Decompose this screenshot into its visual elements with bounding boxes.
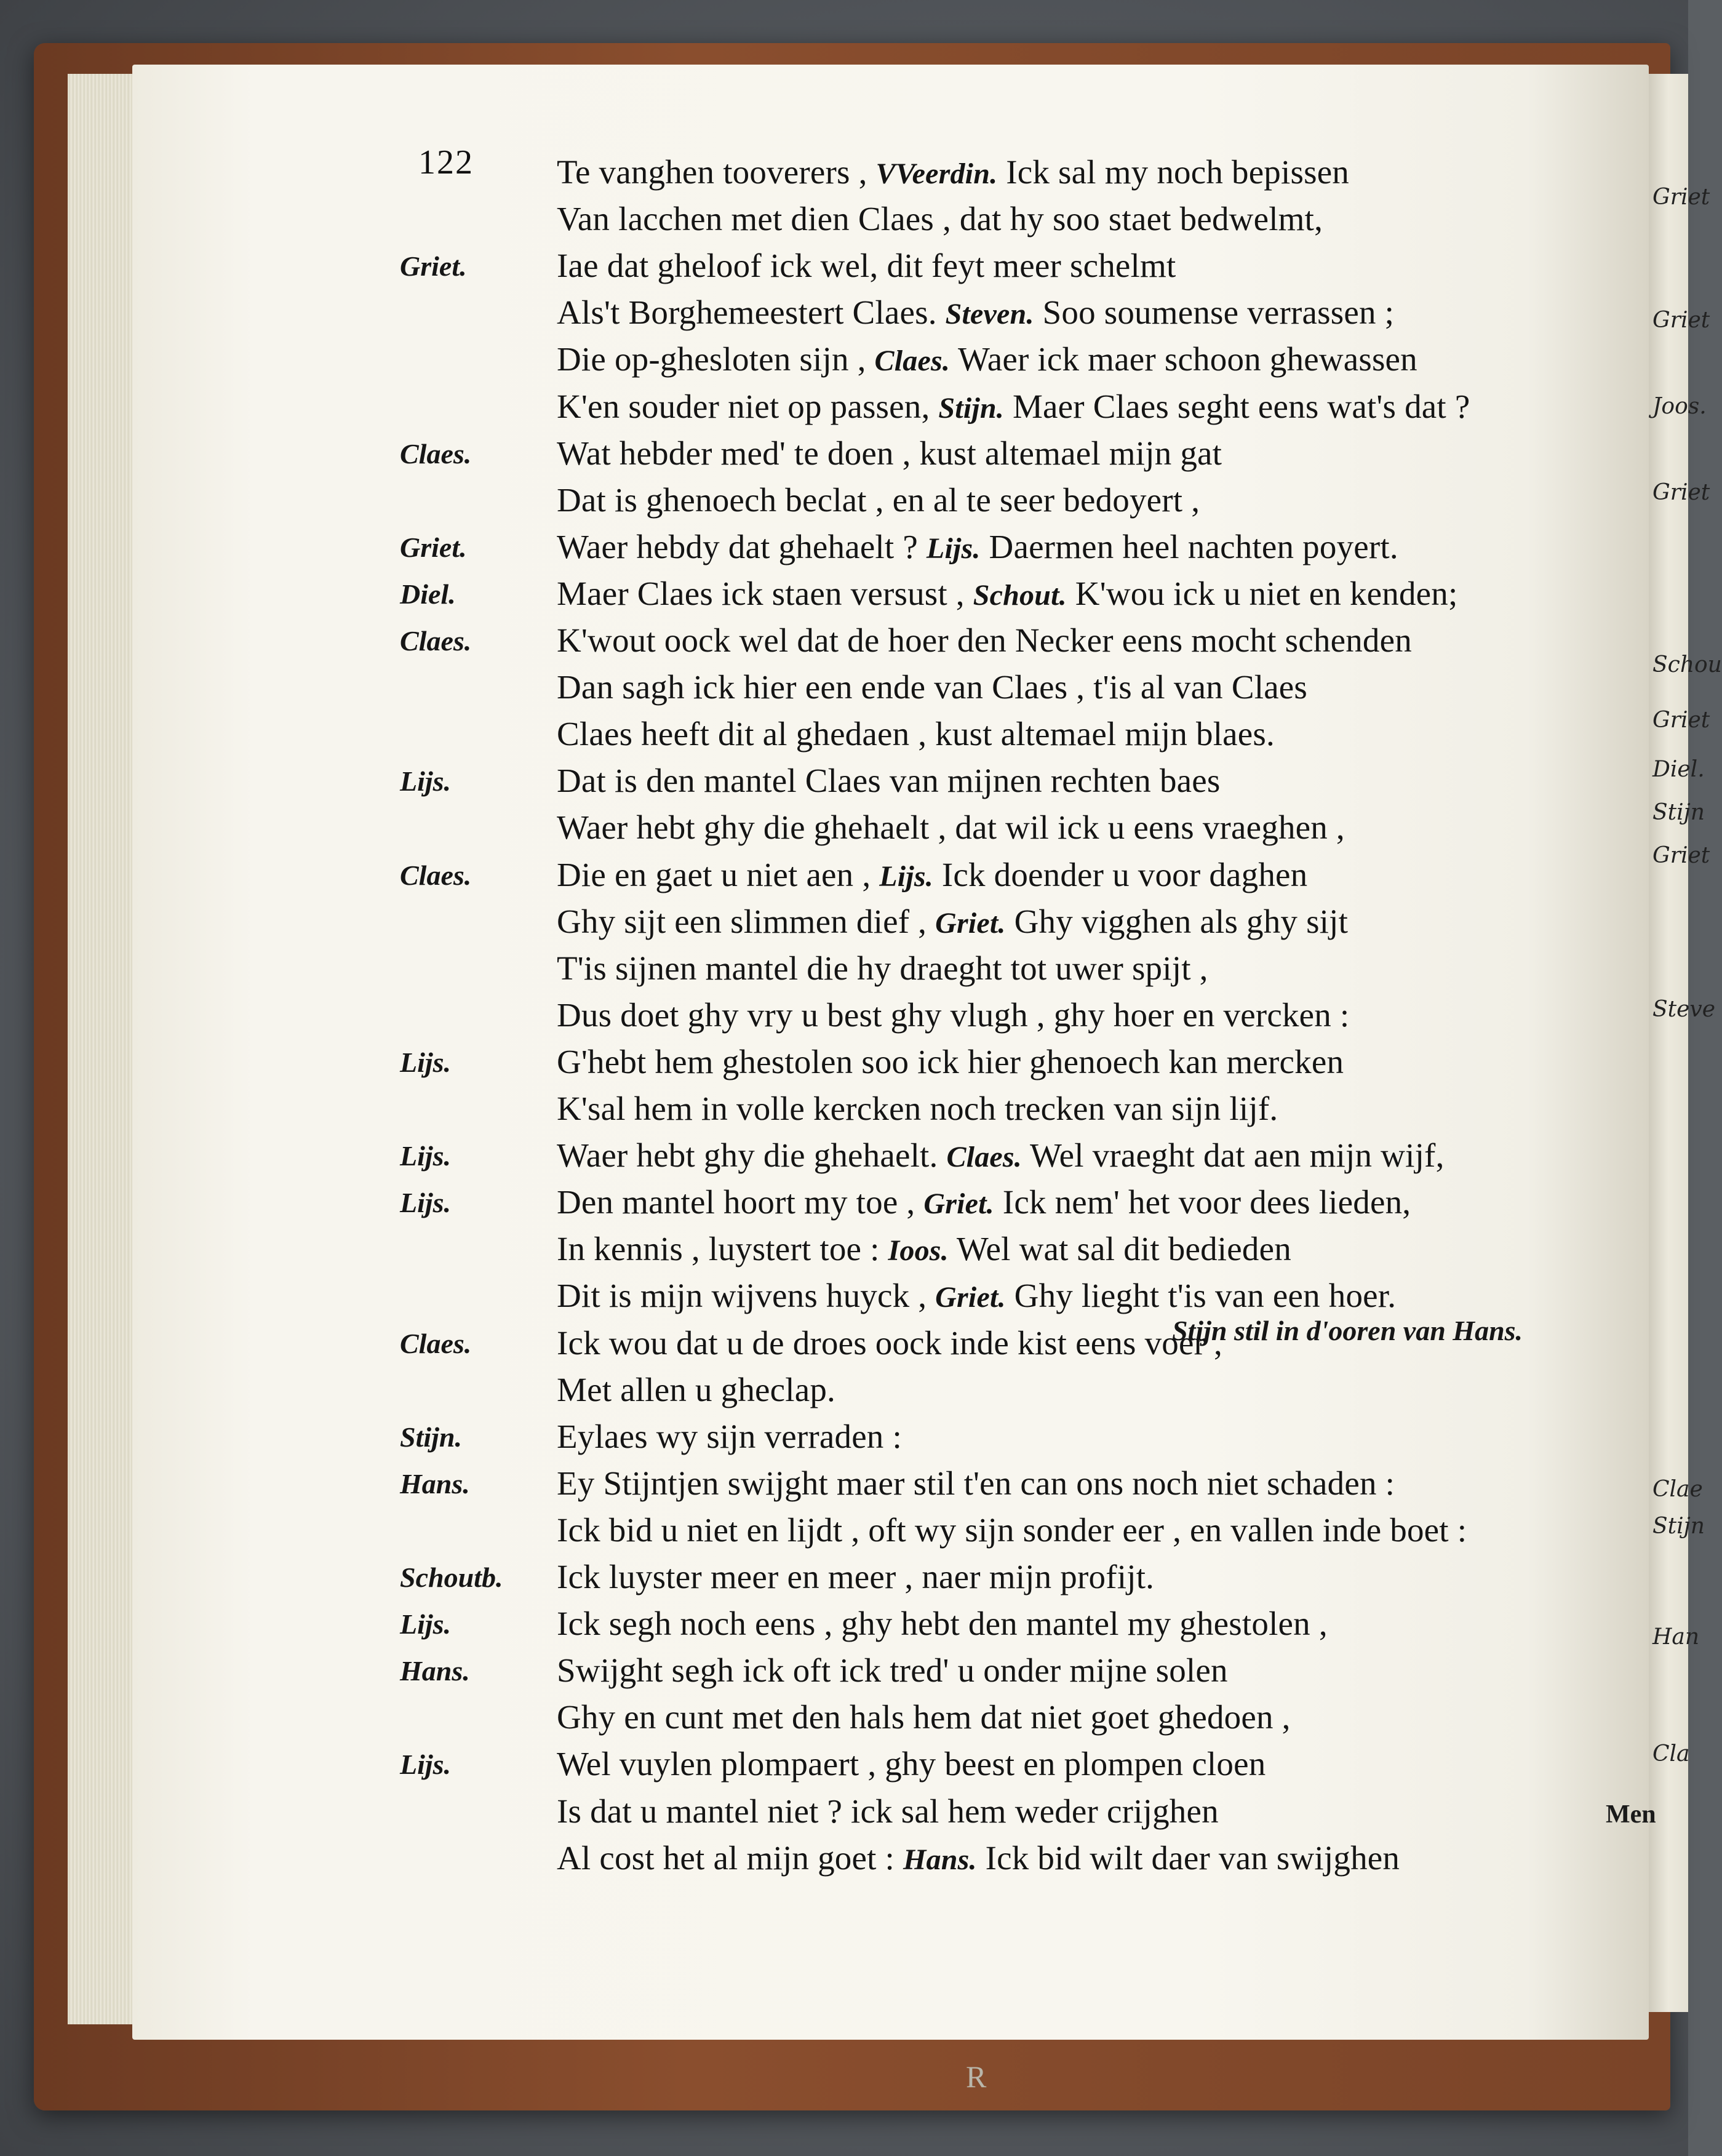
verse-line [557, 902, 1348, 941]
verse-text: Dat is den mantel Claes van mijnen rechten baes [557, 762, 1221, 800]
verse-line [557, 996, 1349, 1034]
verse-line [557, 1464, 1395, 1503]
verse-line [557, 574, 1457, 613]
verse-line [557, 1744, 1266, 1783]
verse-line [557, 761, 1221, 800]
verse-text: Als't Borghemeestert Claes. [557, 293, 946, 332]
verse-text: Maer Claes seght eens wat's dat ? [1004, 387, 1470, 425]
facing-page-edge [1649, 74, 1688, 2012]
verse-text: Waer hebdy dat ghehaelt ? [557, 527, 927, 565]
verse-line [557, 387, 1470, 426]
verse-line [557, 481, 1200, 519]
verse-text: Ick doender u voor daghen [933, 855, 1308, 893]
speaker-label: Lijs. [400, 1608, 452, 1640]
inline-speaker: Griet. [935, 1281, 1006, 1314]
verse-text: Maer Claes ick staen versust , [557, 574, 973, 612]
facing-page-fragment: Griet [1652, 308, 1710, 333]
page-number: 122 [418, 143, 474, 182]
verse-text: Ick bid wilt daer van swijghen [976, 1839, 1400, 1877]
verse-text: Wat hebder med' te doen , kust altemael mijn gat [557, 434, 1222, 472]
verse-text: K'wout oock wel dat de hoer den Necker eens mocht schenden [557, 621, 1412, 659]
facing-page-fragment: Clae [1652, 1477, 1703, 1502]
speaker-label: Hans. [400, 1655, 470, 1687]
verse-text: Ick bid u niet en lijdt , oft wy sijn sonder eer , en vallen inde boet : [557, 1511, 1467, 1549]
verse-text: Wel wat sal dit bedieden [948, 1230, 1291, 1268]
verse-line [557, 153, 1349, 191]
speaker-label: Claes. [400, 437, 472, 469]
facing-page-fragment: Stijn [1652, 800, 1705, 825]
speaker-label: Lijs. [400, 1140, 452, 1172]
verse-line [557, 527, 1398, 566]
verse-text: Van lacchen met dien Claes , dat hy soo staet bedwelmt, [557, 200, 1323, 238]
verse-line [557, 855, 1307, 894]
verse-text: Ghy lieght t'is van een hoer. [1005, 1277, 1397, 1315]
inline-speaker: Lijs. [926, 532, 981, 565]
verse-text: Eylaes wy sijn verraden : [557, 1417, 902, 1455]
verse-line [557, 434, 1222, 473]
verse-line [557, 1183, 1411, 1221]
verse-line [557, 1276, 1396, 1315]
verse-line [557, 668, 1307, 706]
verse-text: Claes heeft dit al ghedaen , kust altemael mijn blaes. [557, 715, 1275, 753]
verse-text: Ghy sijt een slimmen dief , [557, 902, 936, 940]
verse-text: Ick sal my noch bepissen [997, 153, 1350, 191]
verse-line [557, 808, 1345, 847]
verse-text: Soo soumense verrassen ; [1034, 293, 1395, 332]
facing-page-fragment: Griet [1652, 708, 1710, 733]
verse-text: Die op-ghesloten sijn , [557, 340, 875, 378]
inline-speaker: VVeerdin. [875, 158, 998, 190]
verse-text: Swijght segh ick oft ick tred' u onder mijne solen [557, 1651, 1228, 1690]
verse-text: Wel vuylen plompaert , ghy beest en plompen cloen [557, 1745, 1266, 1783]
inline-speaker: Lijs. [879, 860, 933, 893]
facing-page-fragment: Griet [1652, 843, 1710, 868]
verse-text: Ick wou dat u de droes oock inde kist eens voer , [557, 1324, 1223, 1362]
facing-page-fragment: Han [1652, 1624, 1700, 1650]
verse-line [557, 1511, 1467, 1549]
inline-speaker: Ioos. [888, 1234, 949, 1268]
speaker-label: Hans. [400, 1467, 470, 1499]
verse-text: Iae dat gheloof ick wel, dit feyt meer schelmt [557, 247, 1176, 285]
verse-text: In kennis , luystert toe : [557, 1230, 888, 1268]
verse-text: T'is sijnen mantel die hy draeght tot uwer spijt , [557, 949, 1208, 987]
verse-line [557, 199, 1323, 238]
speaker-label: Claes. [400, 625, 472, 657]
verse-line [557, 246, 1176, 285]
facing-page-fragment: Griet [1652, 480, 1710, 505]
inline-speaker: Griet. [935, 906, 1006, 940]
verse-text: G'hebt hem ghestolen soo ick hier ghenoech kan mercken [557, 1042, 1344, 1080]
stage-direction: Stijn stil in d'ooren van Hans. [1172, 1315, 1523, 1346]
inline-speaker: Schout. [973, 578, 1067, 612]
verse-text: Die en gaet u niet aen , [557, 855, 880, 893]
verse-text: Waer hebt ghy die ghehaelt , dat wil ick u eens vraeghen , [557, 808, 1345, 847]
verse-text: Den mantel hoort my toe , [557, 1183, 924, 1221]
speaker-label: Stijn. [400, 1421, 463, 1453]
verse-text: Ick nem' het voor dees lieden, [994, 1183, 1411, 1221]
verse-line [557, 1557, 1154, 1596]
facing-page-fragment: Stijn [1652, 1514, 1705, 1539]
verse-text: Wel vraeght dat aen mijn wijf, [1021, 1136, 1445, 1175]
verse-text: Daermen heel nachten poyert. [980, 527, 1398, 565]
verse-text: Waer hebt ghy die ghehaelt. [557, 1136, 947, 1175]
inline-speaker: Stijn. [938, 391, 1004, 425]
verse-line [557, 714, 1275, 753]
speaker-label: Lijs. [400, 1187, 452, 1219]
verse-line [557, 1136, 1445, 1175]
verse-line [557, 340, 1417, 378]
verse-text: Ghy vigghen als ghy sijt [1005, 902, 1349, 940]
verse-line [557, 1370, 835, 1409]
verse-line [557, 293, 1394, 332]
verse-text: Waer ick maer schoon ghewassen [950, 340, 1417, 378]
speaker-label: Lijs. [400, 1046, 452, 1078]
facing-page-fragment: Cla [1652, 1741, 1690, 1767]
verse-line [557, 1229, 1291, 1268]
speaker-label: Lijs. [400, 1749, 452, 1781]
verse-line [557, 1089, 1278, 1128]
speaker-label: Claes. [400, 1327, 472, 1359]
verse-text: Dan sagh ick hier een ende van Claes , t'is al van Claes [557, 668, 1308, 706]
verse-line [557, 621, 1412, 660]
verse-line [557, 1651, 1228, 1690]
verse-text: Met allen u gheclap. [557, 1370, 835, 1408]
facing-page-fragment: Steve [1652, 997, 1716, 1022]
verse-line [557, 1604, 1328, 1643]
verse-line [557, 1042, 1344, 1081]
inline-speaker: Claes. [946, 1141, 1022, 1174]
speaker-label: Griet. [400, 250, 467, 282]
verse-line [557, 949, 1208, 988]
speaker-label: Claes. [400, 859, 472, 891]
facing-page-fragment: Schou [1652, 652, 1722, 677]
signature-mark: R [966, 2059, 987, 2094]
verse-line [557, 1792, 1219, 1831]
inline-speaker: Steven. [945, 298, 1034, 331]
verse-text: Dus doet ghy vry u best ghy vlugh , ghy hoer en vercken : [557, 996, 1350, 1034]
speaker-label: Schoutb. [400, 1562, 503, 1593]
verse-text: Dat is ghenoech beclat , en al te seer bedoyert , [557, 481, 1200, 519]
speaker-label: Lijs. [400, 765, 452, 797]
facing-page-fragment: Diel. [1652, 757, 1705, 782]
inline-speaker: Hans. [903, 1843, 977, 1876]
verse-text: Ick segh noch eens , ghy hebt den mantel my ghestolen , [557, 1605, 1328, 1643]
verse-text: K'wou ick u niet en kenden; [1066, 574, 1458, 612]
speaker-label: Griet. [400, 531, 467, 563]
verse-text: K'en souder niet op passen, [557, 387, 939, 425]
inline-speaker: Griet. [923, 1188, 994, 1221]
verse-text: Ick luyster meer en meer , naer mijn profijt. [557, 1558, 1155, 1595]
verse-line [557, 1417, 902, 1456]
verse-text: Is dat u mantel niet ? ick sal hem weder crijghen [557, 1792, 1219, 1830]
verse-text: Dit is mijn wijvens huyck , [557, 1277, 936, 1315]
page-edges [68, 74, 137, 2024]
facing-page-fragment: Joos. [1652, 394, 1707, 419]
verse-text: Ey Stijntjen swijght maer stil t'en can ons noch niet schaden : [557, 1464, 1395, 1502]
verse-line [557, 1324, 1222, 1362]
catchword: Men [1606, 1800, 1656, 1829]
verse-line [557, 1839, 1400, 1877]
verse-text: Ghy en cunt met den hals hem dat niet goet ghedoen , [557, 1698, 1291, 1736]
verse-text: K'sal hem in volle kercken noch trecken van sijn lijf. [557, 1090, 1278, 1127]
verse-line [557, 1698, 1291, 1736]
verse-text: Te vanghen tooverers , [557, 153, 876, 191]
speaker-label: Diel. [400, 578, 456, 610]
verse-text: Al cost het al mijn goet : [557, 1839, 903, 1877]
inline-speaker: Claes. [874, 345, 951, 378]
facing-page-fragment: Griet [1652, 185, 1710, 210]
